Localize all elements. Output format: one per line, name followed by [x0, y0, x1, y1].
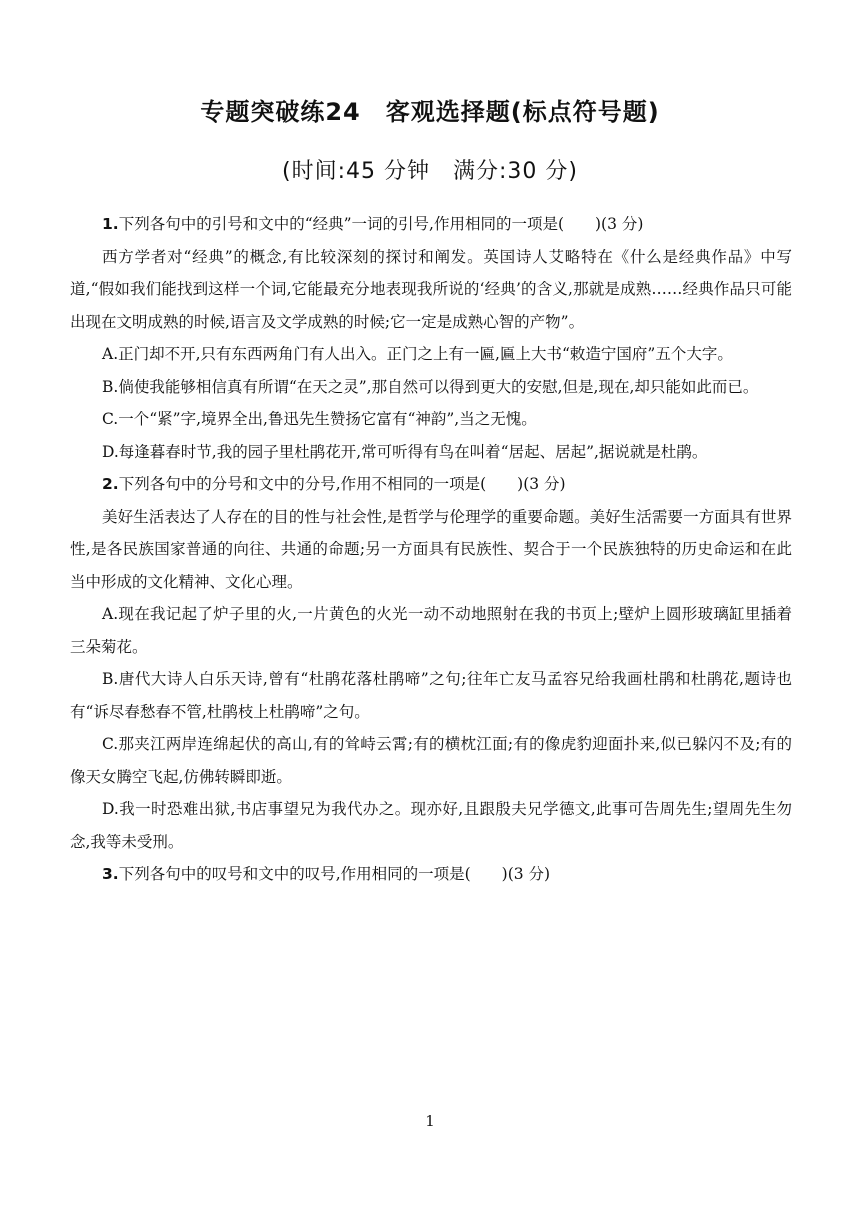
page-number: 1: [425, 1112, 435, 1130]
question-2-option-a: A.现在我记起了炉子里的火,一片黄色的火光一动不动地照射在我的书页上;壁炉上圆形玻璃缸里插着三朵菊花。: [70, 605, 792, 656]
page-title: 专题突破练24 客观选择题(标点符号题): [200, 98, 660, 126]
question-1-passage: 西方学者对“经典”的概念,有比较深刻的探讨和阐发。英国诗人艾略特在《什么是经典作品》中写道,“假如我们能找到这样一个词,它能最充分地表现我所说的‘经典’的含义,那就是成熟……经典作品只可能出现在文明成熟的时候,语言及文学成熟的时候;它一定是成熟心智的产物”。: [70, 247, 792, 331]
question-2-stem: [70, 468, 792, 501]
question-1-option-a: A.正门却不开,只有东西两角门有人出入。正门之上有一匾,匾上大书“敕造宁国府”五个大字。: [102, 345, 733, 363]
question-1-stem: [70, 208, 792, 241]
question-2-passage: 美好生活表达了人存在的目的性与社会性,是哲学与伦理学的重要命题。美好生活需要一方面具有世界性,是各民族国家普通的向往、共通的命题;另一方面具有民族性、契合于一个民族独特的历史命运和在此当中形成的文化精神、文化心理。: [70, 507, 792, 591]
question-1-number: 1.: [102, 215, 119, 233]
question-2-option-d: D.我一时恐难出狱,书店事望兄为我代办之。现亦好,且跟殷夫兄学德文,此事可告周先生;望周先生勿念,我等未受刑。: [70, 800, 792, 851]
question-2-option-b: B.唐代大诗人白乐天诗,曾有“杜鹃花落杜鹃啼”之句;往年亡友马孟容兄给我画杜鹃和杜鹃花,题诗也有“诉尽春愁春不管,杜鹃枝上杜鹃啼”之句。: [70, 670, 792, 721]
question-3-number: 3.: [102, 865, 119, 883]
question-3-stem: [70, 858, 792, 891]
question-2-option-c: C.那夹江两岸连绵起伏的高山,有的耸峙云霄;有的横枕江面;有的像虎豹迎面扑来,似已躲闪不及;有的像天女腾空飞起,仿佛转瞬即逝。: [70, 735, 792, 786]
question-1-text: 下列各句中的引号和文中的“经典”一词的引号,作用相同的一项是( )(3 分): [118, 215, 644, 233]
question-3-text: 下列各句中的叹号和文中的叹号,作用相同的一项是( )(3 分): [118, 865, 551, 883]
question-1-option-b: B.倘使我能够相信真有所谓“在天之灵”,那自然可以得到更大的安慰,但是,现在,却只能如此而已。: [102, 377, 759, 396]
time-and-score-subtitle: (时间:45 分钟 满分:30 分): [282, 159, 578, 184]
question-2-number: 2.: [102, 475, 119, 493]
question-1-option-c: C.一个“紧”字,境界全出,鲁迅先生赞扬它富有“神韵”,当之无愧。: [102, 410, 537, 428]
question-2-text: 下列各句中的分号和文中的分号,作用不相同的一项是( )(3 分): [118, 475, 566, 493]
document-body: [70, 208, 792, 891]
question-1-option-d: D.每逢暮春时节,我的园子里杜鹃花开,常可听得有鸟在叫着“居起、居起”,据说就是杜鹃。: [102, 442, 708, 461]
